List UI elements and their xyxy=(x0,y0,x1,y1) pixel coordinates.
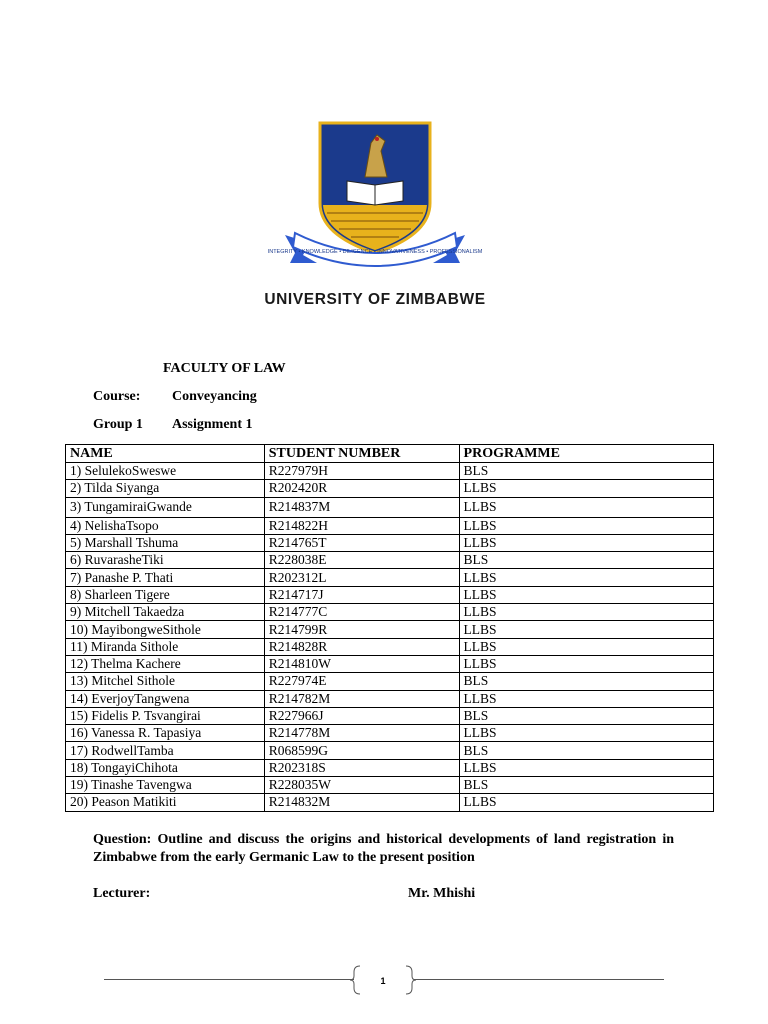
faculty-title: FACULTY OF LAW xyxy=(163,361,286,376)
student-number-cell: R214837M xyxy=(264,497,459,517)
student-name-cell: 18) TongayiChihota xyxy=(66,759,265,776)
table-row xyxy=(66,638,714,655)
programme-cell: LLBS xyxy=(459,517,713,534)
table-row xyxy=(66,586,714,603)
table-row xyxy=(66,655,714,672)
student-name-cell: 4) NelishaTsopo xyxy=(66,517,265,534)
course-line xyxy=(93,389,257,405)
page-number: 1 xyxy=(380,976,386,986)
student-number-cell: R214777C xyxy=(264,604,459,621)
shield-gold-base xyxy=(323,205,427,250)
programme-cell: LLBS xyxy=(459,621,713,638)
lecturer-label: Lecturer: xyxy=(93,886,151,901)
student-number-cell: R214810W xyxy=(264,655,459,672)
programme-cell: LLBS xyxy=(459,569,713,586)
course-value: Conveyancing xyxy=(172,389,257,404)
student-number-cell: R214782M xyxy=(264,690,459,707)
student-name-cell: 2) Tilda Siyanga xyxy=(66,480,265,497)
header-name: NAME xyxy=(66,445,265,463)
programme-cell: LLBS xyxy=(459,690,713,707)
student-number-cell: R202312L xyxy=(264,569,459,586)
header-programme: PROGRAMME xyxy=(459,445,713,463)
programme-cell: LLBS xyxy=(459,794,713,811)
student-number-cell: R214822H xyxy=(264,517,459,534)
student-number-cell: R214717J xyxy=(264,586,459,603)
student-name-cell: 11) Miranda Sithole xyxy=(66,638,265,655)
programme-cell: LLBS xyxy=(459,480,713,497)
programme-cell: LLBS xyxy=(459,759,713,776)
table-row xyxy=(66,725,714,742)
student-name-cell: 17) RodwellTamba xyxy=(66,742,265,759)
table-row xyxy=(66,707,714,724)
student-number-cell: R214765T xyxy=(264,534,459,551)
student-name-cell: 12) Thelma Kachere xyxy=(66,655,265,672)
student-name-cell: 10) MayibongweSithole xyxy=(66,621,265,638)
student-number-cell: R214832M xyxy=(264,794,459,811)
table-row xyxy=(66,742,714,759)
motto-text: INTEGRITY • KNOWLEDGE • DILIGENCE • INNOVATIVENESS • PROFESSIONALISM xyxy=(267,249,483,255)
assignment-value: Assignment 1 xyxy=(172,417,253,432)
programme-cell: BLS xyxy=(459,552,713,569)
table-row xyxy=(66,569,714,586)
programme-cell: LLBS xyxy=(459,604,713,621)
programme-cell: LLBS xyxy=(459,725,713,742)
table-row xyxy=(66,497,714,517)
student-number-cell: R227979H xyxy=(264,463,459,480)
student-name-cell: 9) Mitchell Takaedza xyxy=(66,604,265,621)
table-row xyxy=(66,673,714,690)
table-row xyxy=(66,463,714,480)
student-name-cell: 14) EverjoyTangwena xyxy=(66,690,265,707)
student-name-cell: 20) Peason Matikiti xyxy=(66,794,265,811)
student-name-cell: 19) Tinashe Tavengwa xyxy=(66,777,265,794)
table-row xyxy=(66,480,714,497)
table-row xyxy=(66,517,714,534)
table-row xyxy=(66,777,714,794)
student-number-cell: R227974E xyxy=(264,673,459,690)
student-name-cell: 5) Marshall Tshuma xyxy=(66,534,265,551)
student-name-cell: 7) Panashe P. Thati xyxy=(66,569,265,586)
student-name-cell: 6) RuvarasheTiki xyxy=(66,552,265,569)
programme-cell: BLS xyxy=(459,742,713,759)
programme-cell: LLBS xyxy=(459,497,713,517)
table-row xyxy=(66,794,714,811)
programme-cell: BLS xyxy=(459,777,713,794)
table-row xyxy=(66,534,714,551)
student-number-cell: R214799R xyxy=(264,621,459,638)
footer-rule-left xyxy=(104,979,354,980)
programme-cell: LLBS xyxy=(459,655,713,672)
table-row xyxy=(66,621,714,638)
student-table xyxy=(65,444,714,812)
assignment-question: Question: Outline and discuss the origins and historical developments of land registration in Zimbabwe from the early Germanic Law to the present position xyxy=(93,832,674,865)
student-name-cell: 15) Fidelis P. Tsvangirai xyxy=(66,707,265,724)
table-row xyxy=(66,552,714,569)
student-name-cell: 3) TungamiraiGwande xyxy=(66,497,265,517)
student-number-cell: R068599G xyxy=(264,742,459,759)
student-number-cell: R202318S xyxy=(264,759,459,776)
university-crest xyxy=(225,85,525,285)
programme-cell: BLS xyxy=(459,673,713,690)
university-logo xyxy=(225,85,525,347)
group-label: Group 1 xyxy=(93,417,143,432)
group-line xyxy=(93,417,253,433)
programme-cell: LLBS xyxy=(459,638,713,655)
student-name-cell: 13) Mitchel Sithole xyxy=(66,673,265,690)
programme-cell: LLBS xyxy=(459,586,713,603)
student-name-cell: 8) Sharleen Tigere xyxy=(66,586,265,603)
student-number-cell: R228035W xyxy=(264,777,459,794)
header-student-number: STUDENT NUMBER xyxy=(264,445,459,463)
student-number-cell: R227966J xyxy=(264,707,459,724)
course-label: Course: xyxy=(93,389,141,404)
lecturer-name: Mr. Mhishi xyxy=(408,886,476,901)
student-name-cell: 16) Vanessa R. Tapasiya xyxy=(66,725,265,742)
programme-cell: LLBS xyxy=(459,534,713,551)
student-number-cell: R202420R xyxy=(264,480,459,497)
programme-cell: BLS xyxy=(459,463,713,480)
table-row xyxy=(66,690,714,707)
programme-cell: BLS xyxy=(459,707,713,724)
footer-rule-right xyxy=(414,979,664,980)
student-number-cell: R214828R xyxy=(264,638,459,655)
table-row xyxy=(66,604,714,621)
table-header-row xyxy=(66,445,714,463)
student-name-cell: 1) SelulekoSweswe xyxy=(66,463,265,480)
university-name: UNIVERSITY OF ZIMBABWE xyxy=(264,291,486,308)
student-number-cell: R214778M xyxy=(264,725,459,742)
table-row xyxy=(66,759,714,776)
student-number-cell: R228038E xyxy=(264,552,459,569)
